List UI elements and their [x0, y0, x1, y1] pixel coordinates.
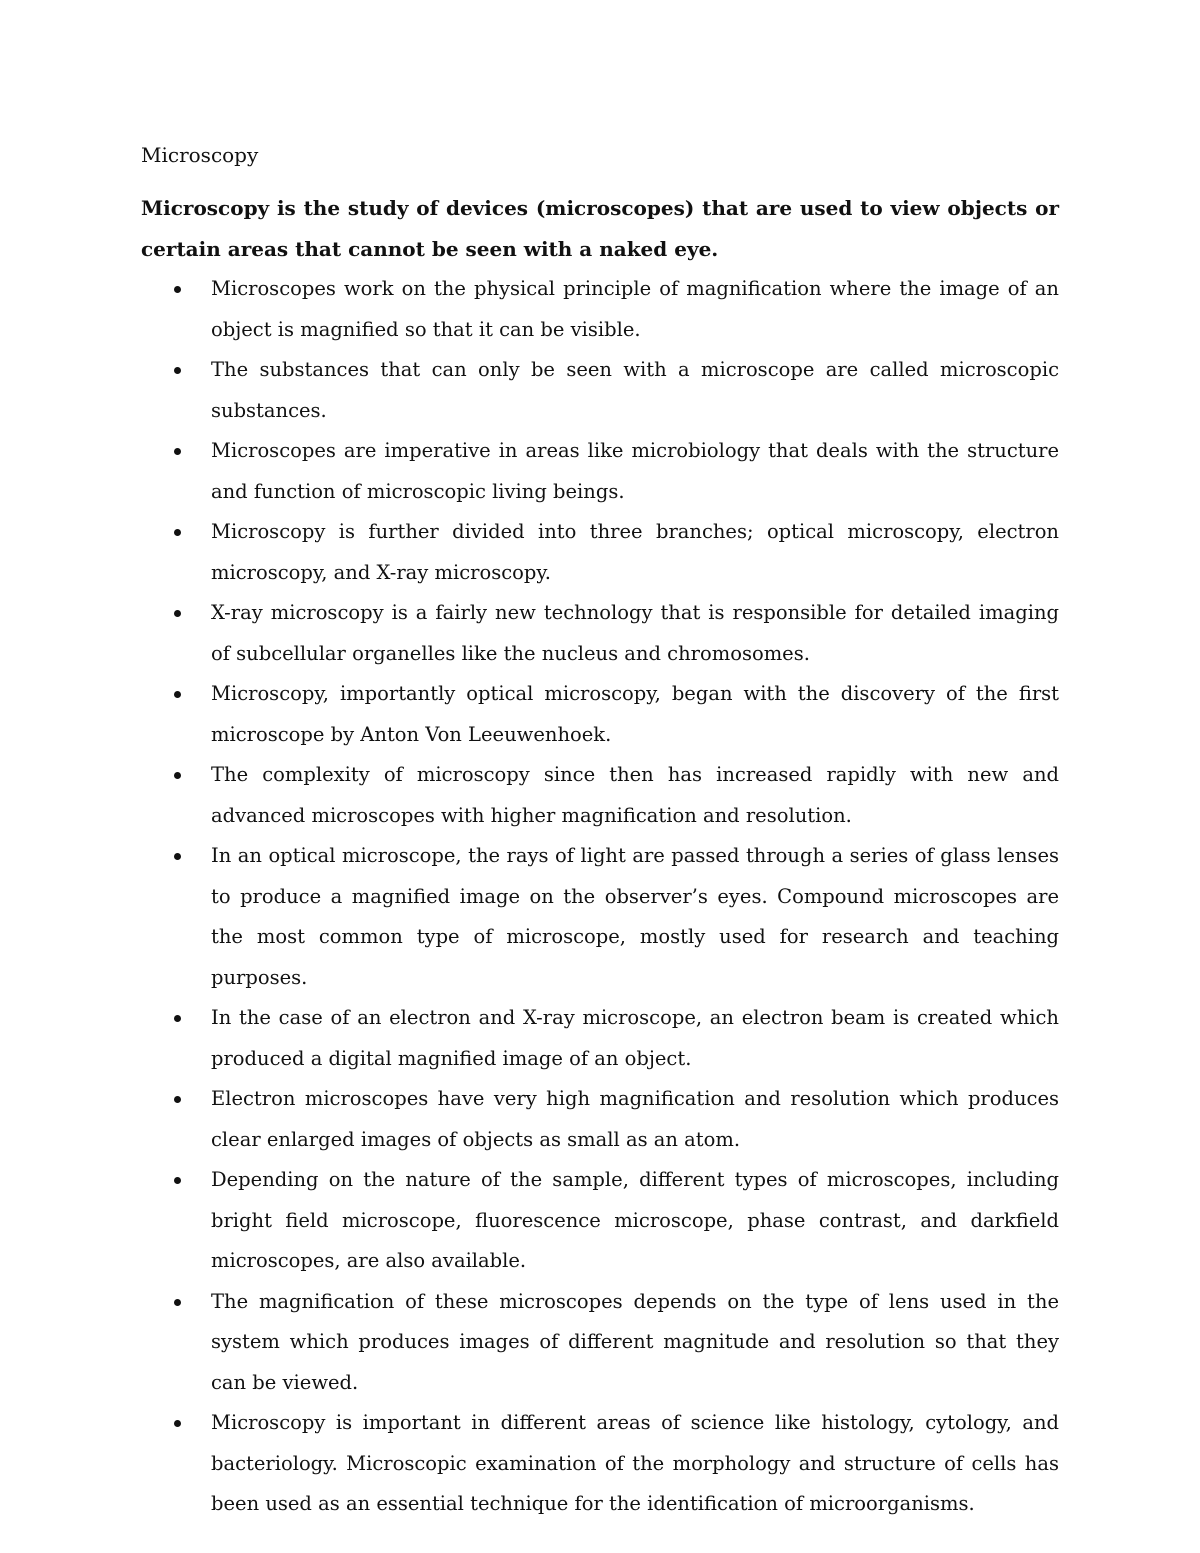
list-item — [141, 1160, 1059, 1282]
list-item-text: X-ray microscopy is a fairly new technology that is responsible for detailed imaging of subcellular organelles like the nucleus and chromosomes. — [211, 601, 1059, 665]
list-item-text: Microscopes are imperative in areas like microbiology that deals with the structure and function of microscopic living beings. — [211, 439, 1059, 503]
list-item — [141, 431, 1059, 512]
list-item-text: Microscopes work on the physical principle of magnification where the image of an object is magnified so that it can be visible. — [211, 277, 1059, 341]
bullet-icon — [171, 1079, 183, 1120]
list-item-text: Microscopy, importantly optical microscopy, began with the discovery of the first microscope by Anton Von Leeuwenhoek. — [211, 682, 1059, 746]
list-item-text: Electron microscopes have very high magnification and resolution which produces clear enlarged images of objects as small as an atom. — [211, 1087, 1059, 1151]
bullet-icon — [171, 512, 183, 553]
list-item — [141, 1403, 1059, 1525]
list-item-text: The magnification of these microscopes depends on the type of lens used in the system which produces images of different magnitude and resolution so that they can be viewed. — [211, 1289, 1059, 1394]
bullet-icon — [171, 431, 183, 472]
list-item-text: Microscopy is further divided into three branches; optical microscopy, electron microscopy, and X-ray microscopy. — [211, 520, 1059, 584]
list-item-text: In the case of an electron and X-ray microscope, an electron beam is created which produced a digital magnified image of an object. — [211, 1006, 1059, 1070]
list-item — [141, 350, 1059, 431]
bullet-icon — [171, 1282, 183, 1323]
list-item — [141, 593, 1059, 674]
bullet-list — [141, 269, 1059, 1525]
intro-paragraph: Microscopy is the study of devices (microscopes) that are used to view objects or certain areas that cannot be seen with a naked eye. — [141, 196, 1059, 261]
bullet-icon — [171, 674, 183, 715]
bullet-icon — [171, 1403, 183, 1444]
bullet-icon — [171, 755, 183, 796]
list-item — [141, 755, 1059, 836]
list-item-text: The substances that can only be seen with a microscope are called microscopic substances. — [211, 358, 1059, 422]
document-title: Microscopy — [141, 143, 259, 167]
bullet-icon — [171, 269, 183, 310]
list-item — [141, 1079, 1059, 1160]
bullet-icon — [171, 593, 183, 634]
bullet-icon — [171, 1160, 183, 1201]
list-item-text: The complexity of microscopy since then has increased rapidly with new and advanced microscopes with higher magnification and resolution. — [211, 763, 1059, 827]
list-item — [141, 836, 1059, 998]
bullet-icon — [171, 836, 183, 877]
list-item — [141, 512, 1059, 593]
list-item — [141, 269, 1059, 350]
list-item — [141, 998, 1059, 1079]
list-item-text: In an optical microscope, the rays of light are passed through a series of glass lenses to produce a magnified image on the observer’s eyes. Compound microscopes are the most common type of microscope, mostly used for research and teaching purposes. — [211, 844, 1059, 989]
list-item — [141, 674, 1059, 755]
bullet-icon — [171, 350, 183, 391]
document-body — [141, 140, 1059, 1525]
list-item-text: Depending on the nature of the sample, different types of microscopes, including bright field microscope, fluorescence microscope, phase contrast, and darkfield microscopes, are also available. — [211, 1168, 1059, 1272]
bullet-icon — [171, 998, 183, 1039]
list-item-text: Microscopy is important in different areas of science like histology, cytology, and bacteriology. Microscopic examination of the morphology and structure of cells has been used as an essential technique for the identification of microorganisms. — [211, 1411, 1059, 1515]
list-item — [141, 1282, 1059, 1404]
